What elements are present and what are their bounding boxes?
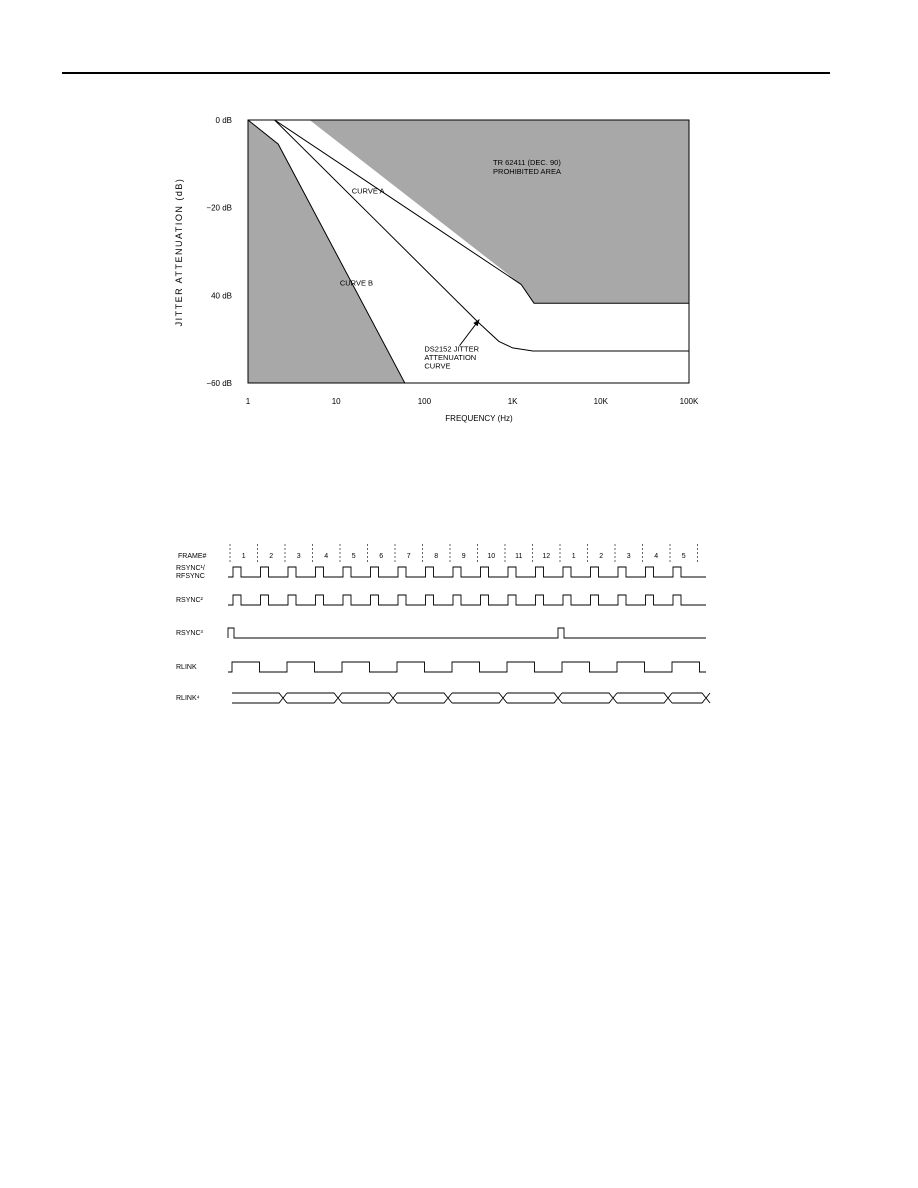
frame-number: 11 (515, 553, 523, 560)
timing-diagram (170, 535, 720, 735)
signal-waveform (228, 567, 706, 577)
frame-number: 1 (571, 553, 576, 560)
x-tick-label: 100K (679, 397, 699, 406)
signal-waveform (232, 693, 710, 703)
ds2152-curve-label: DS2152 JITTER ATTENUATION CURVE (424, 344, 480, 371)
frame-number: 5 (351, 553, 356, 560)
frame-number: 4 (324, 553, 329, 560)
x-tick-label: 100 (417, 397, 432, 406)
prohibited-area-label: TR 62411 (DEC. 90) PROHIBITED AREA (493, 158, 561, 177)
frame-number: 6 (379, 553, 384, 560)
x-tick-label: 1 (245, 397, 251, 406)
y-tick-label: −60 dB (206, 379, 232, 388)
header-rule (62, 72, 830, 74)
frame-number: 10 (487, 553, 496, 560)
curve-a-label: CURVE A (351, 186, 385, 196)
y-tick-label: −20 dB (206, 203, 232, 213)
x-tick-label: 10K (593, 397, 608, 406)
frame-number: 5 (681, 553, 686, 560)
signal-waveform (228, 595, 706, 605)
signal-label: RSYNC³ (176, 630, 203, 637)
signal-waveform (228, 662, 706, 672)
signal-label: RSYNC² (176, 597, 203, 604)
x-tick-label: 1K (507, 397, 518, 406)
curve-b-label: CURVE B (339, 278, 374, 288)
frame-number: 1 (241, 553, 246, 560)
y-axis-label: JITTER ATTENUATION (dB) (174, 177, 184, 327)
frame-number: 9 (461, 553, 466, 560)
signal-label: RLINK⁴ (176, 695, 200, 702)
frame-number: 2 (599, 553, 604, 560)
frame-number: 3 (296, 553, 301, 560)
x-tick-label: 10 (331, 397, 341, 406)
frame-number: 4 (654, 553, 659, 560)
y-tick-label: 40 dB (211, 291, 232, 301)
frame-number: 7 (406, 553, 411, 560)
y-tick-label: 0 dB (215, 116, 232, 125)
signal-waveform (228, 628, 706, 638)
jitter-attenuation-chart (160, 105, 720, 435)
signal-label: RSYNC¹/ RFSYNC (176, 565, 205, 580)
signal-label: RLINK (176, 664, 197, 671)
x-axis-label: FREQUENCY (Hz) (445, 414, 513, 423)
frame-number: 3 (626, 553, 631, 560)
frame-number: 12 (542, 553, 551, 560)
frame-number: 8 (434, 553, 439, 560)
frame-label: FRAME# (178, 553, 207, 560)
frame-number: 2 (269, 553, 274, 560)
